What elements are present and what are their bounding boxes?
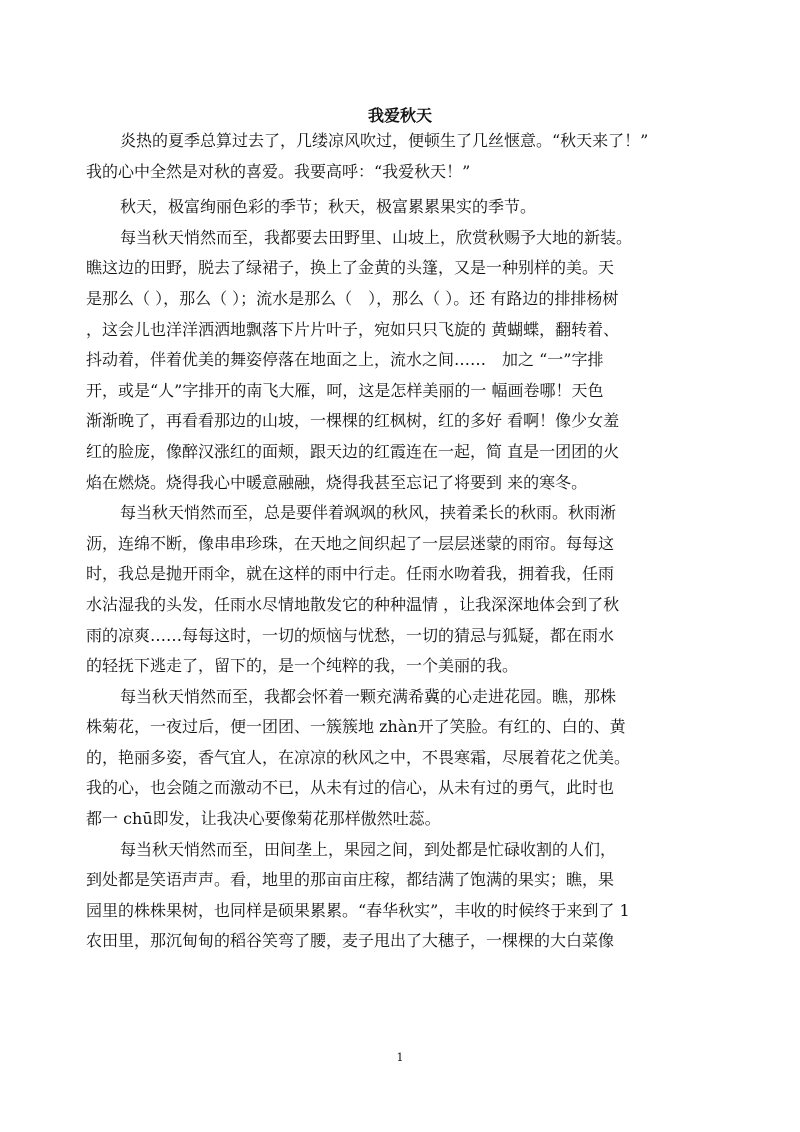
text-line: 每当秋天悄然而至，我都会怀着一颗充满希冀的心走进花园。瞧，那株	[120, 686, 617, 706]
text-line: 我的心中全然是对秋的喜爱。我要高呼：“我爱秋天！”	[86, 161, 471, 181]
text-line: 时，我总是抛开雨伞，就在这样的雨中行走。任雨水吻着我，拥着我，任雨	[86, 564, 615, 584]
text-line: 每当秋天悄然而至，总是要伴着飒飒的秋风，挟着柔长的秋雨。秋雨淅	[120, 503, 617, 523]
text-line: 是那么（ ），那么（ ）；流水是那么（ ），那么（ ）。还 有路边的排排杨树	[86, 288, 619, 308]
text-line: 的轻抚下逃走了，留下的，是一个纯粹的我，一个美丽的我。	[86, 656, 519, 676]
text-line: 农田里，那沉甸甸的稻谷笑弯了腰，麦子甩出了大穗子，一棵棵的大白菜像	[86, 931, 615, 951]
text-line: 抖动着，伴着优美的舞姿停落在地面之上，流水之间…… 加之 “一”字排	[86, 350, 604, 370]
text-line: 雨的凉爽……每每这时，一切的烦恼与忧愁，一切的猜忌与狐疑，都在雨水	[86, 625, 615, 645]
essay-body	[86, 126, 722, 957]
text-line: 开，或是“人”字排开的南飞大雁，呵，这是怎样美丽的一 幅画卷哪！天色	[86, 380, 604, 400]
text-line: 都一 chū即发，让我决心要像菊花那样傲然吐蕊。	[86, 809, 441, 829]
text-line: 秋天，极富绚丽色彩的季节；秋天，极富累累果实的季节。	[120, 197, 537, 217]
page-title: 我爱秋天	[367, 106, 432, 125]
text-line: 我的心，也会随之而激动不已，从未有过的信心，从未有过的勇气，此时也	[86, 778, 615, 798]
text-line: 每当秋天悄然而至，田间垄上，果园之间，到处都是忙碌收割的人们，	[120, 839, 617, 859]
text-line: 渐渐晚了，再看看那边的山坡，一棵棵的红枫树，红的多好 看啊！像少女羞	[86, 411, 620, 431]
text-line: 沥，连绵不断，像串串珍珠，在天地之间织起了一层层迷蒙的雨帘。每每这	[86, 533, 615, 553]
page-number: 1	[396, 1051, 404, 1064]
text-line: 炎热的夏季总算过去了，几缕凉风吹过，便顿生了几丝惬意。“秋天来了！”	[120, 131, 649, 150]
text-line: 水沾湿我的头发，任雨水尽情地散发它的种种温情 ，让我深深地体会到了秋	[86, 594, 620, 614]
text-line: ，这会儿也洋洋洒洒地飘落下片片叶子，宛如只只飞旋的 黄蝴蝶，翻转着、	[86, 319, 620, 339]
text-line: 到处都是笑语声声。看，地里的那亩亩庄稼，都结满了饱满的果实；瞧，果	[86, 870, 615, 890]
text-line: 的，艳丽多姿，香气宜人，在凉凉的秋风之中，不畏寒霜，尽展着花之优美。	[86, 747, 631, 767]
text-line: 园里的株株果树，也同样是硕果累累。“春华秋实”，丰收的时候终于来到了 1	[86, 900, 630, 920]
text-line: 焰在燃烧。烧得我心中暖意融融，烧得我甚至忘记了将要到 来的寒冬。	[86, 472, 588, 492]
text-line: 株菊花，一夜过后，便一团团、一簇簇地 zhàn开了笑脸。有红的、白的、黄	[86, 717, 626, 737]
text-line: 瞧这边的田野，脱去了绿裙子，换上了金黄的头篷，又是一种别样的美。天	[86, 258, 615, 278]
text-line: 每当秋天悄然而至，我都要去田野里、山坡上，欣赏秋赐予大地的新装。	[120, 227, 633, 247]
text-line: 红的脸庞，像醉汉涨红的面颊，跟天边的红霞连在一起，简 直是一团团的火	[86, 441, 620, 461]
